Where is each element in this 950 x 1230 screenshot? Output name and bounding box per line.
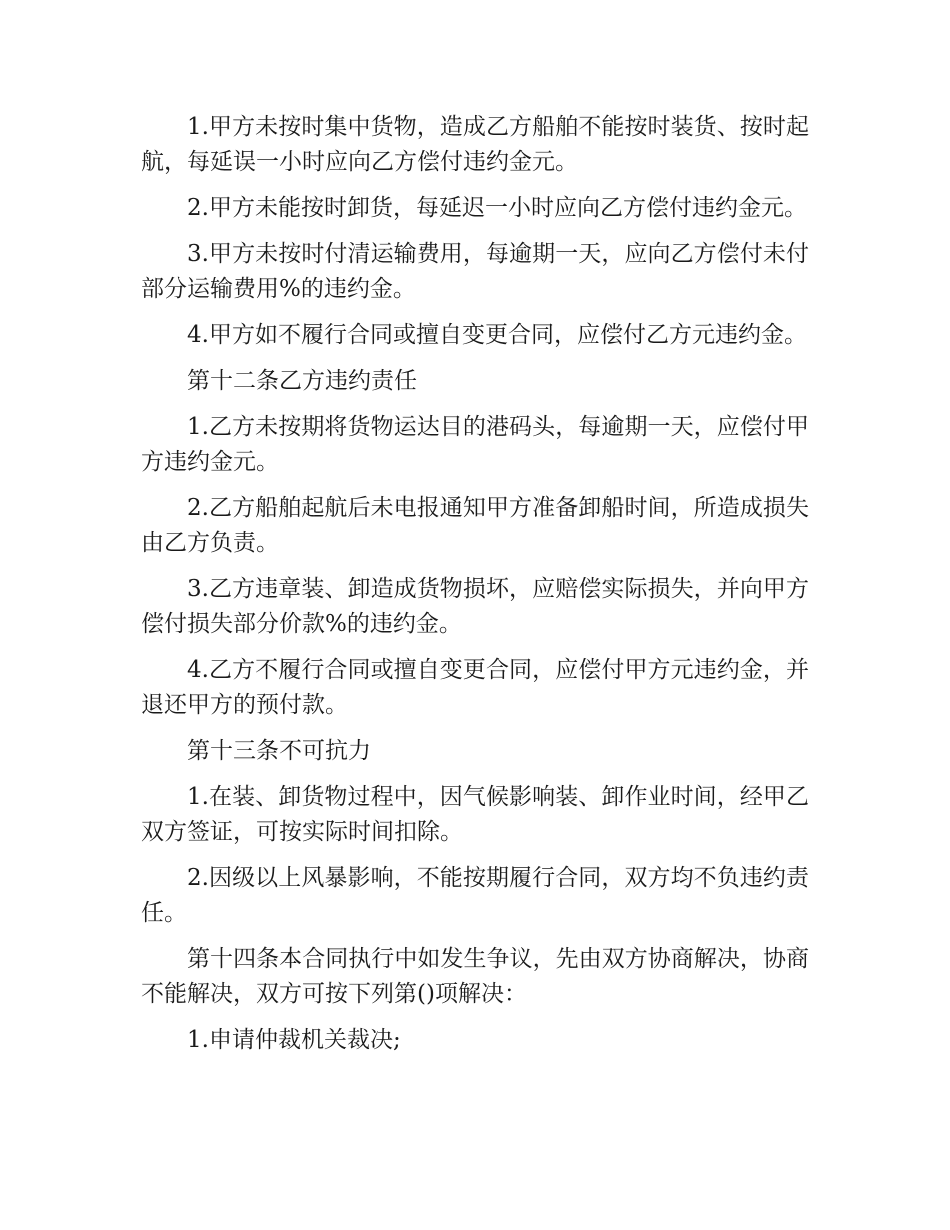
clause-item: 2.甲方未能按时卸货，每延迟一小时应向乙方偿付违约金元。 <box>187 195 807 221</box>
clause-item: 3.乙方违章装、卸造成货物损坏，应赔偿实际损失，并向甲方偿付损失部分价款%的违约金。 <box>141 576 809 637</box>
clause-item: 4.乙方不履行合同或擅自变更合同，应偿付甲方元违约金，并退还甲方的预付款。 <box>141 657 809 718</box>
clause-item: 3.甲方未按时付清运输费用，每逾期一天，应向乙方偿付未付部分运输费用%的违约金。 <box>141 241 809 302</box>
clause-item: 1.在装、卸货物过程中，因气候影响装、卸作业时间，经甲乙双方签证，可按实际时间扣除。 <box>141 784 809 845</box>
document-body <box>141 110 809 1069</box>
article-heading: 第十二条乙方违约责任 <box>187 368 417 394</box>
article-heading: 第十三条不可抗力 <box>187 738 371 764</box>
clause-item: 1.乙方未按期将货物运达目的港码头，每逾期一天，应偿付甲方违约金元。 <box>141 414 809 475</box>
clause-item: 4.甲方如不履行合同或擅自变更合同，应偿付乙方元违约金。 <box>187 322 807 348</box>
clause-item: 2.乙方船舶起航后未电报通知甲方准备卸船时间，所造成损失由乙方负责。 <box>141 495 809 556</box>
article-paragraph: 第十四条本合同执行中如发生争议，先由双方协商解决，协商不能解决，双方可按下列第()项解决： <box>141 946 809 1007</box>
clause-item: 1.甲方未按时集中货物，造成乙方船舶不能按时装货、按时起航，每延误一小时应向乙方偿付违约金元。 <box>141 114 809 175</box>
clause-item: 1.申请仲裁机关裁决; <box>187 1027 401 1053</box>
clause-item: 2.因级以上风暴影响，不能按期履行合同，双方均不负违约责任。 <box>141 865 809 926</box>
